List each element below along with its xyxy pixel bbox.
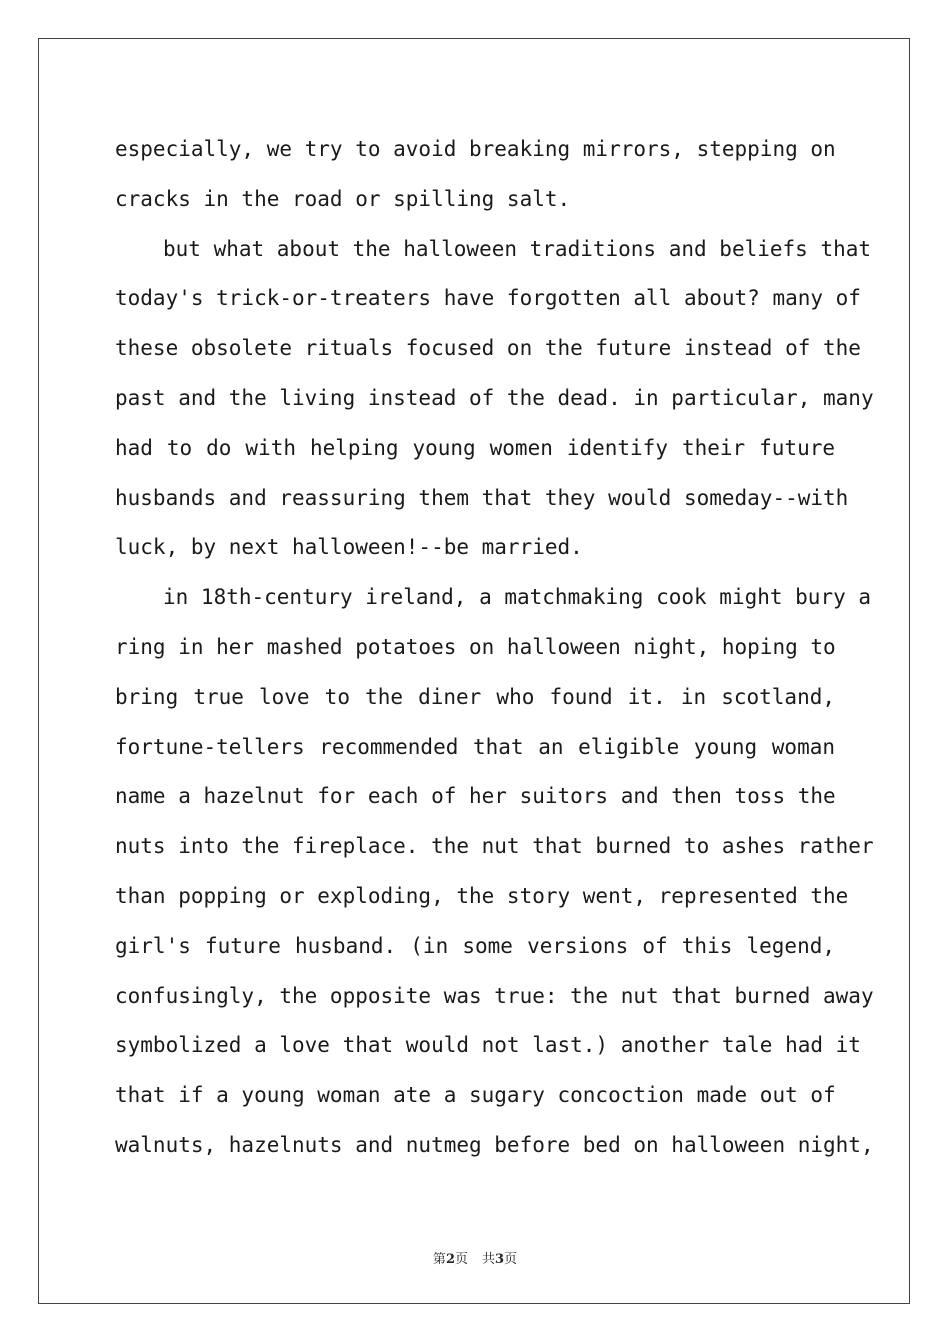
text-line: confusingly, the opposite was true: the nut that burned away bbox=[115, 983, 874, 1008]
text-line: these obsolete rituals focused on the future instead of the bbox=[115, 336, 861, 361]
text-line: girl's future husband. (in some versions of this legend, bbox=[115, 933, 835, 958]
text-line: walnuts, hazelnuts and nutmeg before bed on halloween night, bbox=[115, 1132, 874, 1157]
text-line: past and the living instead of the dead. in particular, many bbox=[115, 385, 874, 410]
document-body bbox=[115, 125, 874, 1171]
text-line: husbands and reassuring them that they would someday--with bbox=[115, 485, 849, 510]
text-line: symbolized a love that would not last.) another tale had it bbox=[115, 1033, 861, 1058]
total-suffix: 页 bbox=[504, 1252, 518, 1267]
total-prefix: 共 bbox=[482, 1252, 496, 1267]
page-prefix: 第 bbox=[432, 1252, 446, 1267]
text-line: ring in her mashed potatoes on halloween night, hoping to bbox=[115, 634, 836, 659]
text-line: bring true love to the diner who found it. in scotland, bbox=[115, 684, 835, 709]
current-page-number: 2 bbox=[445, 1252, 455, 1267]
text-line: had to do with helping young women identify their future bbox=[115, 435, 835, 460]
text-line: than popping or exploding, the story went, represented the bbox=[115, 883, 849, 908]
text-line: in 18th-century ireland, a matchmaking cook might bury a bbox=[163, 585, 872, 610]
page-footer bbox=[0, 1248, 950, 1267]
text-line: especially, we try to avoid breaking mirrors, stepping on bbox=[115, 137, 836, 161]
text-line: fortune-tellers recommended that an eligible young woman bbox=[115, 734, 835, 759]
text-line: name a hazelnut for each of her suitors and then toss the bbox=[115, 784, 836, 809]
text-line: nuts into the fireplace. the nut that burned to ashes rather bbox=[115, 834, 874, 859]
text-line: cracks in the road or spilling salt. bbox=[115, 186, 571, 211]
text-line: today's trick-or-treaters have forgotten all about? many of bbox=[115, 286, 861, 311]
page-suffix: 页 bbox=[454, 1252, 468, 1267]
text-line: that if a young woman ate a sugary concoction made out of bbox=[115, 1083, 836, 1108]
total-page-number: 3 bbox=[495, 1252, 505, 1267]
text-line: but what about the halloween traditions and beliefs that bbox=[163, 236, 872, 261]
text-line: luck, by next halloween!--be married. bbox=[115, 535, 583, 560]
